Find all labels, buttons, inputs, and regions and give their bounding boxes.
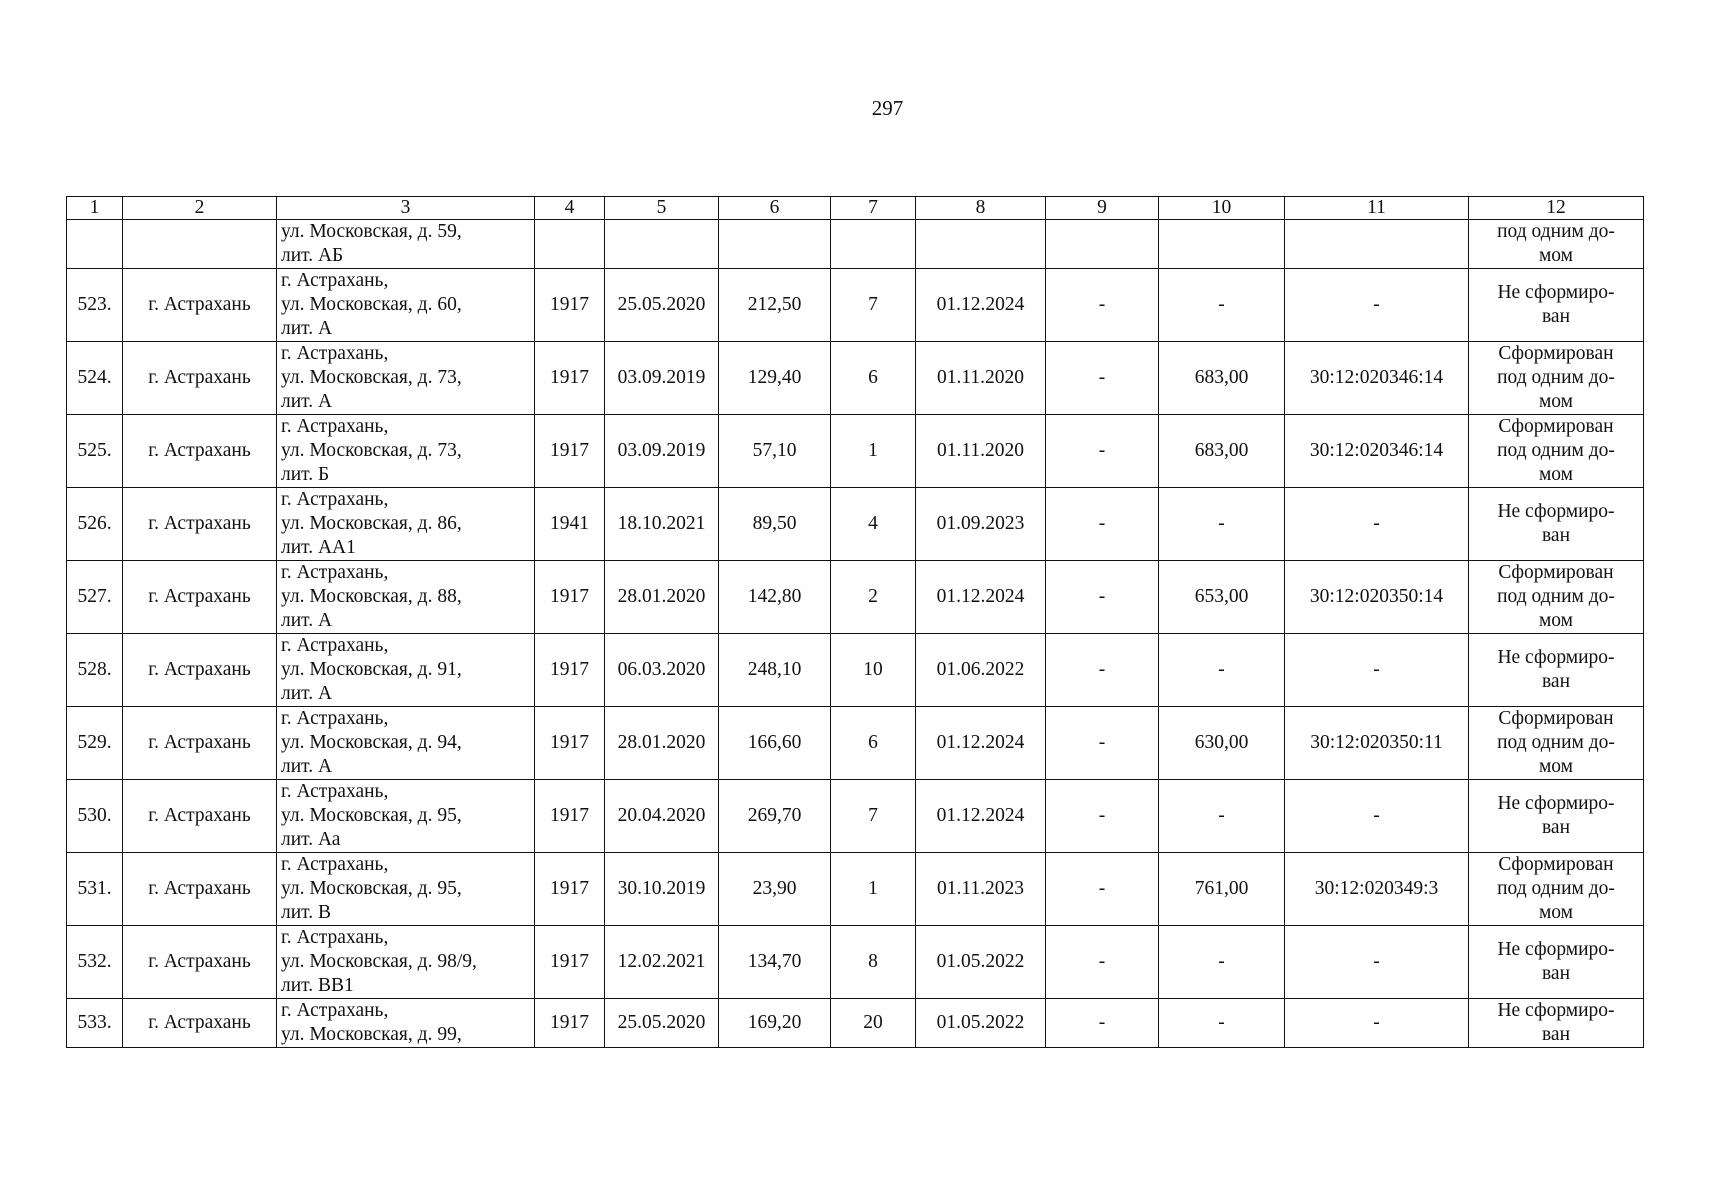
cell-city: г. Астрахань (123, 999, 277, 1048)
address-line: г. Астрахань, (281, 562, 389, 583)
cell-status (1469, 999, 1644, 1048)
cell-cadastral: 30:12:020346:14 (1285, 342, 1469, 415)
column-header: 1 (67, 197, 123, 220)
cell-deadline: 01.11.2020 (916, 342, 1046, 415)
cell-cadastral: - (1285, 269, 1469, 342)
cell-count: 1 (831, 415, 916, 488)
cell-year: 1917 (535, 926, 605, 999)
status-line: Сформирован (1498, 708, 1614, 729)
column-header: 11 (1285, 197, 1469, 220)
cell-date: 03.09.2019 (605, 415, 719, 488)
cell-num: 528. (67, 634, 123, 707)
status-line: под одним до- (1497, 878, 1615, 899)
table-row (67, 488, 1644, 561)
cell-count: 1 (831, 853, 916, 926)
cell-col9: - (1046, 999, 1159, 1048)
cell-cadastral (1285, 220, 1469, 269)
table-row (67, 853, 1644, 926)
status-line: мом (1538, 610, 1574, 631)
cell-city: г. Астрахань (123, 269, 277, 342)
cell-land-area: 653,00 (1159, 561, 1285, 634)
status-line: ван (1541, 306, 1571, 327)
cell-col9: - (1046, 561, 1159, 634)
status-line: под одним до- (1497, 367, 1615, 388)
column-header: 8 (916, 197, 1046, 220)
cell-count: 6 (831, 342, 916, 415)
cell-address (277, 342, 535, 415)
address-line: ул. Московская, д. 94, (281, 732, 462, 753)
cell-status (1469, 926, 1644, 999)
cell-address (277, 561, 535, 634)
cell-year: 1917 (535, 780, 605, 853)
cell-deadline: 01.06.2022 (916, 634, 1046, 707)
cell-deadline: 01.05.2022 (916, 926, 1046, 999)
status-line: Не сформиро- (1497, 647, 1615, 668)
column-header: 9 (1046, 197, 1159, 220)
cell-year: 1917 (535, 415, 605, 488)
cell-num: 529. (67, 707, 123, 780)
cell-city: г. Астрахань (123, 561, 277, 634)
table-row (67, 634, 1644, 707)
table-row (67, 780, 1644, 853)
table-row (67, 342, 1644, 415)
address-line: лит. Аа (281, 829, 341, 850)
cell-status (1469, 634, 1644, 707)
address-line: лит. АБ (281, 245, 344, 266)
cell-date: 30.10.2019 (605, 853, 719, 926)
cell-address (277, 220, 535, 269)
cell-year: 1917 (535, 707, 605, 780)
cell-num: 532. (67, 926, 123, 999)
cell-num (67, 220, 123, 269)
cell-num: 523. (67, 269, 123, 342)
cell-date (605, 220, 719, 269)
cell-deadline: 01.11.2020 (916, 415, 1046, 488)
column-header: 5 (605, 197, 719, 220)
address-line: лит. АА1 (281, 537, 356, 558)
cell-area: 23,90 (719, 853, 831, 926)
status-line: ван (1541, 963, 1571, 984)
cell-city (123, 220, 277, 269)
cell-land-area: 683,00 (1159, 342, 1285, 415)
address-line: ул. Московская, д. 86, (281, 513, 462, 534)
status-line: ван (1541, 525, 1571, 546)
cell-status (1469, 342, 1644, 415)
cell-year: 1917 (535, 269, 605, 342)
cell-land-area: 630,00 (1159, 707, 1285, 780)
cell-address (277, 415, 535, 488)
cell-cadastral: - (1285, 634, 1469, 707)
cell-area: 169,20 (719, 999, 831, 1048)
table-row (67, 926, 1644, 999)
cell-count: 2 (831, 561, 916, 634)
cell-year: 1941 (535, 488, 605, 561)
cell-col9: - (1046, 707, 1159, 780)
status-line: Не сформиро- (1497, 939, 1615, 960)
status-line: мом (1538, 756, 1574, 777)
address-line: ул. Московская, д. 95, (281, 878, 462, 899)
status-line: под одним до- (1497, 732, 1615, 753)
cell-city: г. Астрахань (123, 780, 277, 853)
cell-city: г. Астрахань (123, 415, 277, 488)
cell-deadline: 01.11.2023 (916, 853, 1046, 926)
cell-land-area: - (1159, 488, 1285, 561)
status-line: Сформирован (1498, 854, 1614, 875)
cell-col9: - (1046, 853, 1159, 926)
cell-date: 28.01.2020 (605, 707, 719, 780)
cell-address (277, 488, 535, 561)
cell-col9: - (1046, 634, 1159, 707)
cell-num: 533. (67, 999, 123, 1048)
address-line: лит. А (281, 318, 333, 339)
cell-num: 531. (67, 853, 123, 926)
cell-address (277, 780, 535, 853)
address-line: г. Астрахань, (281, 416, 389, 437)
cell-col9: - (1046, 926, 1159, 999)
cell-deadline (916, 220, 1046, 269)
status-line: под одним до- (1497, 586, 1615, 607)
cell-year: 1917 (535, 999, 605, 1048)
table-row (67, 269, 1644, 342)
cell-area: 57,10 (719, 415, 831, 488)
address-line: ул. Московская, д. 88, (281, 586, 462, 607)
cell-status (1469, 561, 1644, 634)
address-line: ул. Московская, д. 73, (281, 440, 462, 461)
address-line: ул. Московская, д. 73, (281, 367, 462, 388)
cell-date: 25.05.2020 (605, 999, 719, 1048)
cell-area: 248,10 (719, 634, 831, 707)
cell-col9: - (1046, 269, 1159, 342)
cell-deadline: 01.12.2024 (916, 780, 1046, 853)
cell-count: 7 (831, 269, 916, 342)
cell-count: 6 (831, 707, 916, 780)
cell-col9: - (1046, 415, 1159, 488)
cell-deadline: 01.12.2024 (916, 561, 1046, 634)
cell-land-area (1159, 220, 1285, 269)
continuation-row (67, 220, 1644, 269)
cell-year: 1917 (535, 634, 605, 707)
address-line: ул. Московская, д. 98/9, (281, 951, 477, 972)
cell-cadastral: 30:12:020346:14 (1285, 415, 1469, 488)
column-header: 6 (719, 197, 831, 220)
cell-num: 530. (67, 780, 123, 853)
cell-status (1469, 780, 1644, 853)
cell-cadastral: - (1285, 926, 1469, 999)
column-header: 2 (123, 197, 277, 220)
cell-deadline: 01.09.2023 (916, 488, 1046, 561)
cell-area: 142,80 (719, 561, 831, 634)
cell-status (1469, 488, 1644, 561)
status-line: под одним до- (1497, 221, 1615, 242)
cell-date: 18.10.2021 (605, 488, 719, 561)
cell-cadastral: - (1285, 780, 1469, 853)
status-line: ван (1541, 1024, 1571, 1045)
cell-date: 12.02.2021 (605, 926, 719, 999)
status-line: мом (1538, 391, 1574, 412)
cell-status (1469, 853, 1644, 926)
cell-num: 525. (67, 415, 123, 488)
cell-city: г. Астрахань (123, 342, 277, 415)
status-line: Не сформиро- (1497, 793, 1615, 814)
cell-col9 (1046, 220, 1159, 269)
cell-num: 524. (67, 342, 123, 415)
cell-address (277, 853, 535, 926)
cell-date: 06.03.2020 (605, 634, 719, 707)
cell-cadastral: 30:12:020350:11 (1285, 707, 1469, 780)
cell-land-area: - (1159, 269, 1285, 342)
address-line: г. Астрахань, (281, 270, 389, 291)
cell-date: 20.04.2020 (605, 780, 719, 853)
cell-count: 10 (831, 634, 916, 707)
cell-date: 28.01.2020 (605, 561, 719, 634)
cell-city: г. Астрахань (123, 488, 277, 561)
cell-land-area: - (1159, 926, 1285, 999)
cell-city: г. Астрахань (123, 707, 277, 780)
cell-land-area: - (1159, 634, 1285, 707)
cell-count: 7 (831, 780, 916, 853)
cell-year: 1917 (535, 853, 605, 926)
cell-cadastral: 30:12:020349:3 (1285, 853, 1469, 926)
address-line: лит. Б (281, 464, 330, 485)
cell-num: 526. (67, 488, 123, 561)
address-line: г. Астрахань, (281, 927, 389, 948)
cell-land-area: - (1159, 999, 1285, 1048)
cell-date: 25.05.2020 (605, 269, 719, 342)
status-line: Сформирован (1498, 416, 1614, 437)
status-line: под одним до- (1497, 440, 1615, 461)
table-row (67, 707, 1644, 780)
address-line: ул. Московская, д. 99, (281, 1024, 462, 1045)
cell-cadastral: - (1285, 488, 1469, 561)
page-number: 297 (871, 96, 904, 120)
address-line: ул. Московская, д. 60, (281, 294, 462, 315)
cell-area: 89,50 (719, 488, 831, 561)
address-line: лит. А (281, 610, 333, 631)
column-header: 12 (1469, 197, 1644, 220)
status-line: ван (1541, 671, 1571, 692)
cell-col9: - (1046, 780, 1159, 853)
address-line: г. Астрахань, (281, 343, 389, 364)
address-line: лит. А (281, 391, 333, 412)
cell-cadastral: - (1285, 999, 1469, 1048)
table-row (67, 561, 1644, 634)
address-line: г. Астрахань, (281, 854, 389, 875)
address-line: г. Астрахань, (281, 708, 389, 729)
cell-area: 269,70 (719, 780, 831, 853)
address-line: ул. Московская, д. 95, (281, 805, 462, 826)
cell-deadline: 01.05.2022 (916, 999, 1046, 1048)
cell-status (1469, 269, 1644, 342)
cell-date: 03.09.2019 (605, 342, 719, 415)
column-number-header-row (67, 197, 1644, 220)
status-line: Не сформиро- (1497, 501, 1615, 522)
cell-status (1469, 707, 1644, 780)
cell-address (277, 926, 535, 999)
address-line: г. Астрахань, (281, 489, 389, 510)
status-line: мом (1538, 902, 1574, 923)
cell-city: г. Астрахань (123, 853, 277, 926)
cell-address (277, 269, 535, 342)
cell-land-area: - (1159, 780, 1285, 853)
status-line: мом (1538, 245, 1574, 266)
column-header: 4 (535, 197, 605, 220)
address-line: ул. Московская, д. 91, (281, 659, 462, 680)
cell-area: 129,40 (719, 342, 831, 415)
cell-area: 166,60 (719, 707, 831, 780)
status-line: Сформирован (1498, 343, 1614, 364)
cell-count: 20 (831, 999, 916, 1048)
cell-count (831, 220, 916, 269)
cell-count: 8 (831, 926, 916, 999)
address-line: лит. В (281, 902, 331, 923)
cell-address (277, 999, 535, 1048)
address-line: лит. А (281, 756, 333, 777)
address-line: ул. Московская, д. 59, (281, 221, 462, 242)
column-header: 7 (831, 197, 916, 220)
cell-status (1469, 415, 1644, 488)
cell-cadastral: 30:12:020350:14 (1285, 561, 1469, 634)
cell-land-area: 761,00 (1159, 853, 1285, 926)
housing-register-table (66, 196, 1644, 1048)
cell-deadline: 01.12.2024 (916, 707, 1046, 780)
cell-land-area: 683,00 (1159, 415, 1285, 488)
cell-area: 212,50 (719, 269, 831, 342)
cell-address (277, 707, 535, 780)
cell-year (535, 220, 605, 269)
address-line: г. Астрахань, (281, 635, 389, 656)
cell-address (277, 634, 535, 707)
cell-year: 1917 (535, 561, 605, 634)
cell-city: г. Астрахань (123, 926, 277, 999)
table-row (67, 999, 1644, 1048)
cell-status (1469, 220, 1644, 269)
cell-col9: - (1046, 488, 1159, 561)
status-line: Не сформиро- (1497, 1000, 1615, 1021)
status-line: ван (1541, 817, 1571, 838)
table-row (67, 415, 1644, 488)
cell-year: 1917 (535, 342, 605, 415)
cell-deadline: 01.12.2024 (916, 269, 1046, 342)
address-line: г. Астрахань, (281, 781, 389, 802)
column-header: 3 (277, 197, 535, 220)
cell-num: 527. (67, 561, 123, 634)
status-line: Не сформиро- (1497, 282, 1615, 303)
cell-col9: - (1046, 342, 1159, 415)
cell-area: 134,70 (719, 926, 831, 999)
address-line: лит. ВВ1 (281, 975, 354, 996)
status-line: мом (1538, 464, 1574, 485)
cell-city: г. Астрахань (123, 634, 277, 707)
cell-area (719, 220, 831, 269)
status-line: Сформирован (1498, 562, 1614, 583)
address-line: лит. А (281, 683, 333, 704)
address-line: г. Астрахань, (281, 1000, 389, 1021)
column-header: 10 (1159, 197, 1285, 220)
cell-count: 4 (831, 488, 916, 561)
